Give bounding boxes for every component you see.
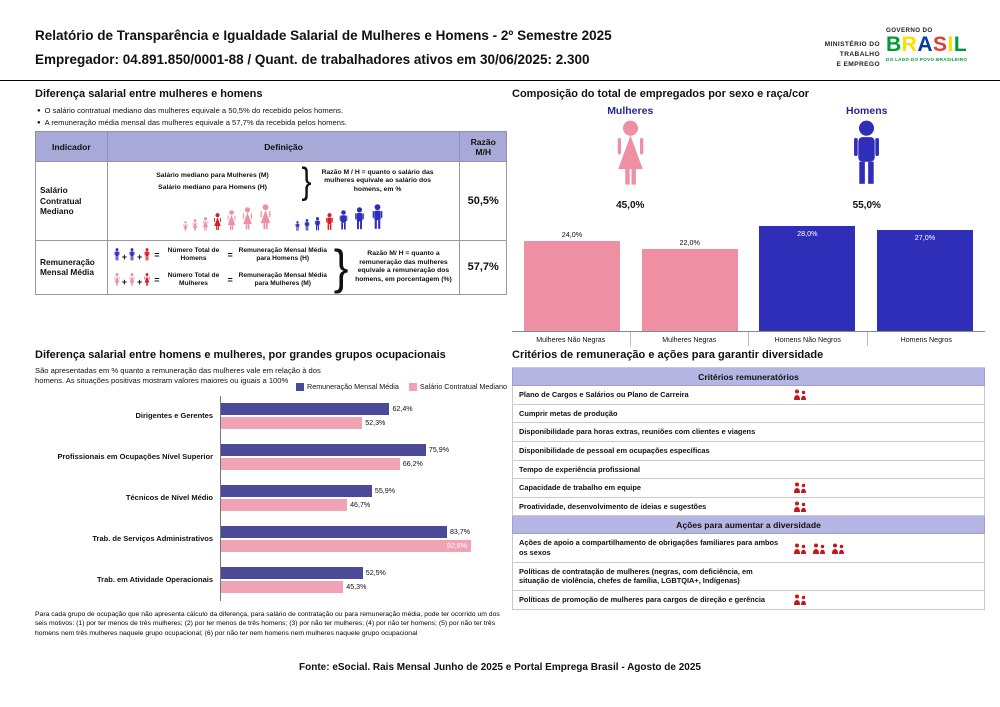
composition-column xyxy=(524,217,620,331)
criteria-row xyxy=(512,563,985,591)
gov-logo-tagline: DO LADO DO POVO BRASILEIRO xyxy=(886,57,968,62)
male-icon xyxy=(313,217,322,232)
section-criteria xyxy=(512,349,985,610)
criteria-rows-group xyxy=(512,386,985,516)
indicator-table xyxy=(35,131,507,295)
criteria-label: Disponibilidade de pessoal em ocupações específicas xyxy=(519,445,710,455)
occupation-bar xyxy=(221,526,471,538)
criteria-markers xyxy=(789,563,984,590)
plus-glyph: + xyxy=(121,276,127,287)
occupation-bar xyxy=(221,485,396,497)
chart-description: São apresentadas em % quanto a remuneração das mulheres vale em relação à dos homens. As situações positivas mostram valores maiores ou iguais a 100% xyxy=(35,366,321,386)
section-salary-difference xyxy=(35,88,507,295)
composition-bar xyxy=(759,226,855,331)
equals-glyph: = xyxy=(227,274,233,285)
summary-bullets xyxy=(37,106,507,127)
category-label: Homens Negros xyxy=(867,332,986,346)
legend-item xyxy=(409,382,507,391)
criteria-row xyxy=(512,423,985,442)
col-header-razao: Razão M/H xyxy=(460,132,507,162)
bullet-item xyxy=(37,106,507,115)
table-header-row xyxy=(36,132,507,162)
composition-bar xyxy=(642,249,738,331)
male-icon xyxy=(369,204,386,232)
col-header-definicao: Definição xyxy=(107,132,460,162)
bar-value-label: 92,6% xyxy=(446,542,468,550)
brand-letter: L xyxy=(953,33,968,56)
brand-letter: S xyxy=(933,33,948,56)
composition-column xyxy=(642,217,738,331)
brace-glyph: } xyxy=(333,240,349,295)
sex-figures xyxy=(512,105,985,211)
gov-brasil-logo xyxy=(886,27,978,62)
equals-glyph: = xyxy=(154,274,160,285)
criteria-label: Proatividade, desenvolvimento de ideias e sugestões xyxy=(519,501,707,511)
ratio-definition-note: Razão M / H = quanto o salário das mulheres equivale ao salário dos homens, em % xyxy=(321,168,434,193)
female-icon xyxy=(225,210,238,232)
criteria-label: Políticas de contratação de mulheres (negras, com deficiência, em situação de violência, chefes de família, LGBTQIA+, Indígenas) xyxy=(519,566,753,586)
equals-glyph: = xyxy=(154,249,160,260)
occupation-category-label: Dirigentes e Gerentes xyxy=(135,410,213,420)
occupation-row xyxy=(35,437,507,478)
occupation-row xyxy=(35,478,507,519)
occupation-bar xyxy=(221,567,386,579)
report-title: Relatório de Transparência e Igualdade Salarial de Mulheres e Homens - 2º Semestre 2025 xyxy=(35,28,612,43)
brand-letter: B xyxy=(886,33,902,56)
female-icon xyxy=(240,207,255,232)
criteria-label: Ações de apoio a compartilhamento de obrigações familiares para ambos os sexos xyxy=(519,538,779,557)
bar-value-label: 75,9% xyxy=(428,446,450,454)
bar-value-label: 62,4% xyxy=(392,405,413,413)
median-people-diagram xyxy=(115,204,453,232)
legend-label: Remuneração Mensal Média xyxy=(307,382,399,391)
female-icon xyxy=(143,273,151,287)
female-icon xyxy=(257,204,274,232)
diversity-marker-icon xyxy=(831,543,846,554)
occupation-bar xyxy=(221,458,423,470)
female-icon xyxy=(609,120,652,192)
occupation-row xyxy=(35,560,507,601)
criteria-markers xyxy=(789,423,984,441)
bar-value-label: 52,3% xyxy=(365,419,386,427)
median-label-women: Salário mediano para Mulheres (M) xyxy=(156,172,269,179)
bar-value-label: 55,9% xyxy=(374,487,396,495)
criteria-table xyxy=(512,367,985,610)
actions-rows-group xyxy=(512,534,985,609)
criteria-markers xyxy=(789,442,984,460)
diversity-marker-icon xyxy=(793,501,808,512)
category-label: Homens Não Negros xyxy=(748,332,867,346)
composition-column xyxy=(877,217,973,331)
criteria-markers xyxy=(789,461,984,479)
composition-bar-chart xyxy=(512,217,985,332)
criteria-row xyxy=(512,405,985,424)
criteria-markers xyxy=(789,386,984,404)
chart-footnote: Para cada grupo de ocupação que não apresenta cálculo da diferença, para salário de contratação ou para remuneração média, pode ter ocorrido um dos seis motivos: (1) por ter menos de três mulheres; (2) por ter menos de três homens; (3) por não ter mulheres; (4) por não ter homens; (5) por não ter três homens nem três mulheres naquele grupo ocupacional; (6) por não ter nem homens nem mulheres naquele grupo ocupacional xyxy=(35,610,500,637)
occupation-category-label: Trab. em Atividade Operacionais xyxy=(96,574,213,584)
occupation-bar xyxy=(221,540,471,552)
male-icon xyxy=(143,248,151,262)
indicator-name: Remuneração Mensal Média xyxy=(36,241,108,295)
legend-swatch-blue xyxy=(296,383,304,391)
criteria-row xyxy=(512,386,985,405)
bar-value-label: 52,5% xyxy=(365,569,386,577)
equals-glyph: = xyxy=(227,249,233,260)
ratio-definition-note: Razão M/ H = quanto a remuneração das mulheres equivale a remuneração dos homens, em porcentagem (%) xyxy=(355,250,452,283)
female-icon xyxy=(113,273,121,287)
ministry-line: TRABALHO xyxy=(839,51,880,59)
male-icon xyxy=(303,219,311,232)
occupation-row xyxy=(35,396,507,437)
section-occupational-groups xyxy=(35,349,507,638)
report-employer-line: Empregador: 04.891.850/0001-88 / Quant. de trabalhadores ativos em 30/06/2025: 2.300 xyxy=(35,52,590,67)
criteria-label: Capacidade de trabalho em equipe xyxy=(519,483,641,493)
male-icon xyxy=(845,120,888,192)
count-label-men: Número Total de Homens xyxy=(167,247,220,262)
plus-glyph: + xyxy=(136,251,143,262)
col-header-indicador: Indicador xyxy=(36,132,108,162)
criteria-label: Políticas de promoção de mulheres para cargos de direção e gerência xyxy=(519,594,766,604)
criteria-row xyxy=(512,498,985,517)
occupation-bar xyxy=(221,444,450,456)
indicator-name: Salário Contratual Mediano xyxy=(36,162,108,241)
occupation-bar xyxy=(221,581,367,593)
male-figure-block xyxy=(787,105,947,211)
bar-value-label: 45,3% xyxy=(346,583,367,591)
female-icon xyxy=(191,219,199,232)
bar-value-label: 83,7% xyxy=(449,528,471,536)
male-icon xyxy=(337,210,350,232)
table-row xyxy=(36,162,507,241)
male-icon xyxy=(787,120,947,197)
legend-item xyxy=(296,382,399,391)
legend-swatch-pink xyxy=(409,383,417,391)
bullet-icon: ● xyxy=(37,119,41,126)
criteria-row xyxy=(512,461,985,480)
female-figure-block xyxy=(550,105,710,211)
header-divider xyxy=(0,80,1000,81)
occupation-bars xyxy=(220,519,507,560)
source-footer: Fonte: eSocial. Rais Mensal Junho de 2025 e Portal Emprega Brasil - Agosto de 2025 xyxy=(299,662,701,673)
report-title-block xyxy=(35,28,675,67)
gov-logo-top-text: GOVERNO DO xyxy=(886,27,933,34)
band-criterios: Critérios remuneratórios xyxy=(512,368,985,386)
composition-bar xyxy=(877,230,973,331)
male-icon xyxy=(324,213,335,232)
female-icon xyxy=(550,120,710,197)
female-icon xyxy=(201,217,210,232)
male-percentage: 55,0% xyxy=(852,200,881,211)
bullet-icon: ● xyxy=(37,107,41,114)
female-icon xyxy=(212,213,223,232)
male-icon xyxy=(128,248,136,262)
criteria-row xyxy=(512,479,985,498)
occupation-bars xyxy=(220,560,507,601)
section-heading: Critérios de remuneração e ações para garantir diversidade xyxy=(512,349,824,361)
section-heading: Diferença salarial entre homens e mulheres, por grandes grupos ocupacionais xyxy=(35,349,446,361)
men-icons-group xyxy=(113,248,152,262)
criteria-label: Disponibilidade para horas extras, reuniões com clientes e viagens xyxy=(519,427,756,437)
section-heading: Composição do total de empregados por sexo e raça/cor xyxy=(512,88,810,100)
brasil-wordmark xyxy=(886,34,978,55)
occupation-bar xyxy=(221,403,413,415)
plus-glyph: + xyxy=(121,251,127,262)
value-label-women: Remuneração Mensal Média para Mulheres (M) xyxy=(238,271,327,287)
diversity-marker-icon xyxy=(793,543,808,554)
criteria-label: Plano de Cargos e Salários ou Plano de Carreira xyxy=(519,390,689,399)
criteria-row xyxy=(512,534,985,562)
male-icon xyxy=(294,221,301,232)
criteria-markers xyxy=(789,534,984,561)
ratio-value: 57,7% xyxy=(460,241,507,295)
chart-legend xyxy=(296,382,507,391)
category-label: Mulheres Negras xyxy=(630,332,749,346)
definition-cell xyxy=(107,162,460,241)
female-label: Mulheres xyxy=(607,105,654,117)
criteria-markers xyxy=(789,591,984,609)
occupation-bars xyxy=(220,396,507,437)
criteria-markers xyxy=(789,498,984,516)
ministry-line: MINISTÉRIO DO xyxy=(824,41,880,48)
band-acoes: Ações para aumentar a diversidade xyxy=(512,516,985,534)
occupation-category-label: Trab. de Serviços Administrativos xyxy=(92,533,213,543)
male-icon xyxy=(352,207,367,232)
occupation-bar-chart xyxy=(35,396,507,601)
diversity-marker-icon xyxy=(793,389,808,400)
section-heading: Diferença salarial entre mulheres e homens xyxy=(35,88,263,100)
count-label-women: Número Total de Mulheres xyxy=(167,271,220,287)
diversity-marker-icon xyxy=(812,543,827,554)
brand-letter: I xyxy=(947,33,954,56)
table-row xyxy=(36,241,507,295)
definition-cell xyxy=(107,241,460,295)
bar-value-label: 28,0% xyxy=(797,229,818,239)
criteria-row xyxy=(512,442,985,461)
occupation-category-label: Técnicos de Nível Médio xyxy=(125,492,213,502)
brand-letter: A xyxy=(917,33,934,56)
ministry-line: E EMPREGO xyxy=(836,61,880,69)
bar-value-label: 24,0% xyxy=(561,230,583,240)
composition-bar xyxy=(524,241,620,331)
bullet-text: A remuneração média mensal das mulheres equivale a 57,7% da recebida pelos homens. xyxy=(44,118,347,127)
occupation-bars xyxy=(220,437,507,478)
formula-line-men xyxy=(113,247,330,263)
bullet-text: O salário contratual mediano das mulheres equivale a 50,5% do recebido pelos homens. xyxy=(44,106,344,115)
bar-value-label: 22,0% xyxy=(679,237,700,247)
legend-label: Salário Contratual Mediano xyxy=(419,382,507,391)
section-composition xyxy=(512,88,985,346)
women-icons-group xyxy=(113,273,152,287)
female-icon xyxy=(182,221,189,232)
male-label: Homens xyxy=(846,105,888,117)
male-icon xyxy=(113,248,121,262)
median-label-men: Salário mediano para Homens (H) xyxy=(158,184,267,191)
female-icon xyxy=(128,273,136,287)
value-label-men: Remuneração Mensal Média para Homens (H) xyxy=(238,247,327,262)
brace-glyph: } xyxy=(301,160,312,203)
composition-column xyxy=(759,217,855,331)
criteria-row xyxy=(512,591,985,610)
bar-value-label: 27,0% xyxy=(914,233,936,243)
criteria-markers xyxy=(789,479,984,497)
formula-line-women xyxy=(113,272,330,288)
plus-glyph: + xyxy=(136,276,143,287)
brand-letter: R xyxy=(901,33,918,56)
bullet-item xyxy=(37,118,507,127)
occupation-row xyxy=(35,519,507,560)
category-label: Mulheres Não Negras xyxy=(536,336,606,344)
composition-category-labels xyxy=(512,332,985,346)
ratio-value: 50,5% xyxy=(460,162,507,241)
ministry-logo xyxy=(825,40,880,71)
criteria-label: Tempo de experiência profissional xyxy=(519,464,641,474)
occupation-bars xyxy=(220,478,507,519)
bar-value-label: 46,7% xyxy=(350,501,371,509)
criteria-markers xyxy=(789,405,984,423)
occupation-bar xyxy=(221,417,386,429)
diversity-marker-icon xyxy=(793,594,808,605)
diversity-marker-icon xyxy=(793,482,808,493)
criteria-label: Cumprir metas de produção xyxy=(519,408,618,418)
bar-value-label: 66,2% xyxy=(402,460,423,468)
occupation-category-label: Profissionais em Ocupações Nível Superior xyxy=(57,451,213,461)
occupation-bar xyxy=(221,499,371,511)
female-percentage: 45,0% xyxy=(616,200,645,211)
